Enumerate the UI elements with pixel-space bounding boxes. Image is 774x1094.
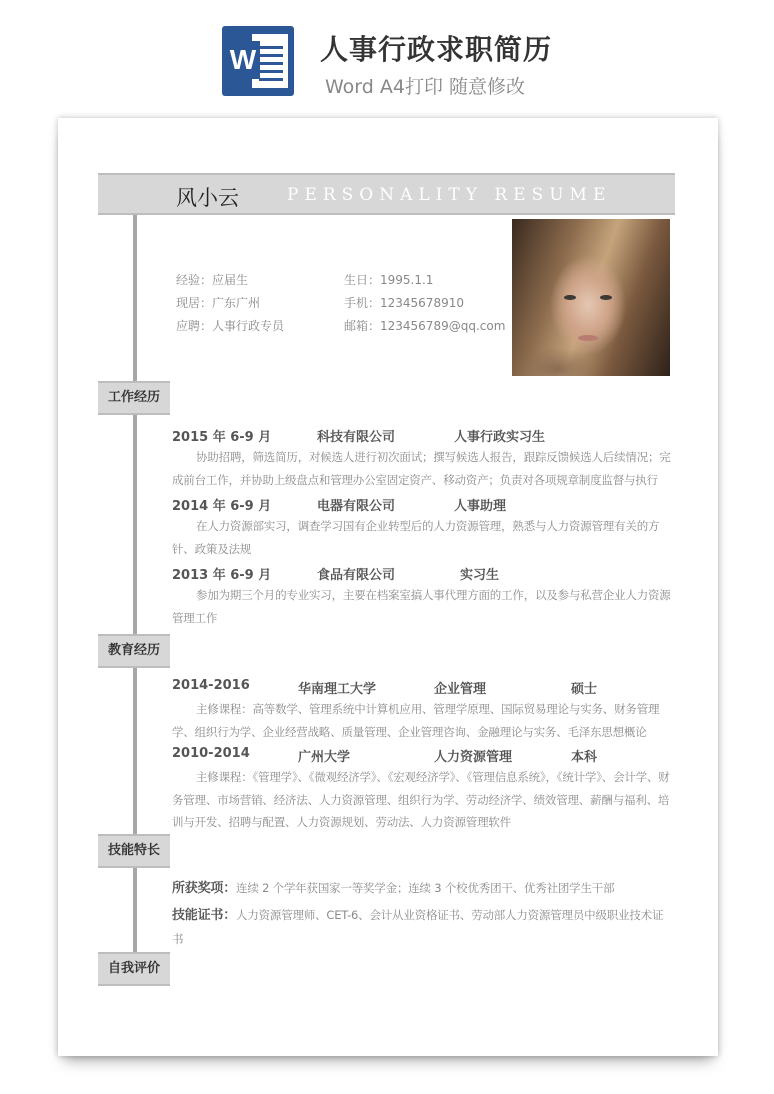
- word-icon-letter: W: [226, 41, 260, 79]
- section-skills: 技能特长: [98, 834, 170, 868]
- work-3-desc[interactable]: 参加为期三个月的专业实习，主要在档案室搞人事代理方面的工作，以及参与私营企业人力资源管理工作: [172, 588, 671, 625]
- section-work-experience: 工作经历: [98, 381, 170, 415]
- skills-certs[interactable]: [172, 904, 672, 950]
- skills-awards-text: 连续 2 个学年获国家一等奖学金；连续 3 个校优秀团干、优秀社团学生干部: [236, 881, 615, 895]
- info-position[interactable]: 应聘：人事行政专员: [176, 319, 285, 333]
- edu-1-years[interactable]: 2014-2016: [172, 678, 250, 693]
- work-1-desc[interactable]: 协助招聘，筛选简历，对候选人进行初次面试；撰写候选人报告，跟踪反馈候选人后续情况；完成前台工作，并协助上级盘点和管理办公室固定资产、移动资产；负责对各项规章制度监督与执行: [172, 450, 671, 487]
- edu-1-school[interactable]: 华南理工大学: [298, 682, 377, 697]
- work-3-company[interactable]: 食品有限公司: [317, 568, 396, 583]
- work-2-date[interactable]: 2014 年 6-9 月: [172, 499, 272, 514]
- work-2-desc[interactable]: 在人力资源部实习，调查学习国有企业转型后的人力资源管理，熟悉与人力资源管理有关的方针、政策及法规: [172, 519, 660, 556]
- skills-awards-label: 所获奖项：: [172, 881, 237, 896]
- banner-subtitle: Word A4打印 随意修改: [325, 76, 526, 98]
- edu-1-degree[interactable]: 硕士: [571, 682, 598, 697]
- skills-certs-text: 人力资源管理师、CET-6、会计从业资格证书、劳动部人力资源管理员中级职业技术证书: [172, 908, 664, 946]
- edu-1-desc[interactable]: 主修课程：高等数学、管理系统中计算机应用、管理学原理、国际贸易理论与实务、财务管理学、组织行为学、企业经营战略、质量管理、企业管理咨询、金融理论与实务、毛泽东思想概论: [172, 702, 660, 739]
- info-residence[interactable]: 现居：广东广州: [176, 296, 261, 310]
- edu-2-desc[interactable]: 主修课程：《管理学》、《微观经济学》、《宏观经济学》、《管理信息系统》，《统计学》、会计学、财务管理、市场营销、经济法、人力资源管理、组织行为学、劳动经济学、绩效管理、薪酬与福利、培训与开发、招聘与配置、人力资源规划、劳动法、人力资源管理软件: [172, 770, 670, 829]
- work-3-role[interactable]: 实习生: [460, 568, 500, 583]
- edu-1-major[interactable]: 企业管理: [434, 682, 487, 697]
- profile-photo[interactable]: [512, 219, 670, 376]
- work-1-date[interactable]: 2015 年 6-9 月: [172, 430, 272, 445]
- info-phone[interactable]: 手机：12345678910: [344, 296, 464, 310]
- info-email[interactable]: 邮箱：123456789@qq.com: [344, 319, 506, 333]
- skills-certs-label: 技能证书：: [172, 908, 237, 923]
- section-education: 教育经历: [98, 634, 170, 668]
- edu-2-degree[interactable]: 本科: [571, 750, 598, 765]
- personality-resume-title: PERSONALITY RESUME: [287, 185, 612, 205]
- info-birthday[interactable]: 生日：1995.1.1: [344, 273, 434, 287]
- work-1-role[interactable]: 人事行政实习生: [454, 430, 546, 445]
- section-self-evaluation: 自我评价: [98, 952, 170, 986]
- work-2-company[interactable]: 电器有限公司: [317, 499, 396, 514]
- work-2-role[interactable]: 人事助理: [454, 499, 507, 514]
- edu-2-major[interactable]: 人力资源管理: [434, 750, 513, 765]
- candidate-name[interactable]: 风小云: [176, 186, 239, 210]
- edu-2-school[interactable]: 广州大学: [298, 750, 351, 765]
- edu-2-years[interactable]: 2010-2014: [172, 746, 250, 761]
- work-1-company[interactable]: 科技有限公司: [317, 430, 396, 445]
- info-experience[interactable]: 经验：应届生: [176, 273, 249, 287]
- skills-awards[interactable]: [172, 877, 672, 901]
- banner-title: 人事行政求职简历: [320, 33, 553, 66]
- word-icon: [222, 26, 294, 96]
- work-3-date[interactable]: 2013 年 6-9 月: [172, 568, 272, 583]
